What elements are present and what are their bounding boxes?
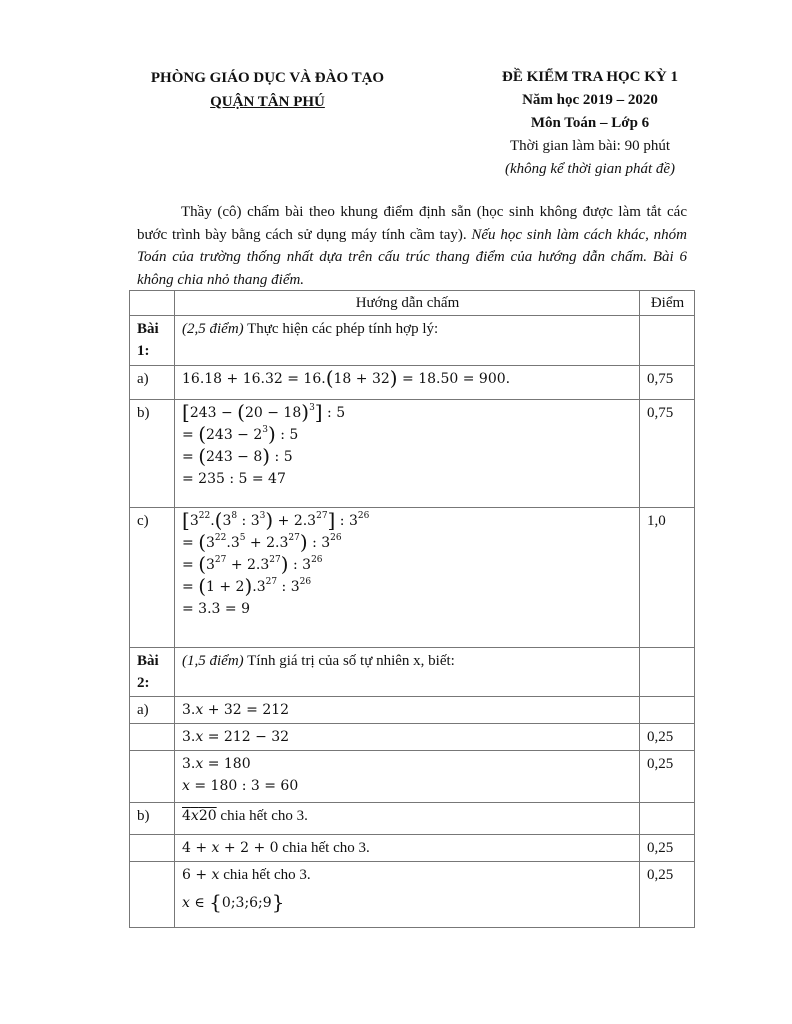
- score: 0,25: [640, 724, 695, 751]
- exam-header: [455, 66, 725, 181]
- department-header: [130, 66, 405, 114]
- header-score: Điểm: [640, 291, 695, 316]
- exam-title: ĐỀ KIỂM TRA HỌC KỲ 1: [502, 69, 678, 85]
- part-label: b): [130, 803, 175, 835]
- solution: 4x20 chia hết cho 3.: [175, 803, 640, 835]
- table-row: [130, 751, 695, 803]
- solution: [$3^{22}.(3^8$ : $3^3) + 2.3^{27}$] : $3^{26}$ = $(3^{22}.3^5 + 2.3^{27})$ : $3^{26}$ = $(3^{27} + 2.3^{27})$ : $3^{26}$ = $(1 + 2).3^{27}$ : $3^{26}$ = 3.3 = 9: [175, 508, 640, 648]
- table-row: [130, 648, 695, 697]
- score: 0,75: [640, 366, 695, 400]
- duration-note: (không kể thời gian phát đề): [504, 161, 676, 177]
- answer-key-table: [129, 290, 695, 928]
- solution: 4 + x + 2 + 0 chia hết cho 3.: [175, 835, 640, 862]
- solution: 16.18 + 16.32 = 16.(18 + 32) = 18.50 = 900.: [175, 366, 640, 400]
- table-header-row: [130, 291, 695, 316]
- solution: 3.x = 180 x = 180 : 3 = 60: [175, 751, 640, 803]
- table-row: [130, 697, 695, 724]
- part-label: b): [130, 400, 175, 508]
- table-row: [130, 400, 695, 508]
- solution: 3.x + 32 = 212: [175, 697, 640, 724]
- solution: 3.x = 212 − 32: [175, 724, 640, 751]
- instructions-italic: Nếu học sinh làm cách khác, nhóm Toán của trường thống nhất dựa trên cấu trúc thang điểm của hướng dẫn chấm. Bài 6 không chia nhỏ thang điểm.: [137, 226, 687, 288]
- problem-points: (2,5 điểm): [182, 321, 244, 337]
- problem-label: Bài 2:: [130, 648, 175, 697]
- problem-task: Thực hiện các phép tính hợp lý:: [247, 321, 439, 337]
- solution: $[243 - (20 - 18)^3]$ : 5 = $(243 - 2^3)$ : 5 = (243 − 8) : 5 = 235 : 5 = 47: [175, 400, 640, 508]
- grading-instructions: [137, 201, 687, 291]
- table-row: [130, 724, 695, 751]
- table-row: [130, 366, 695, 400]
- score: 1,0: [640, 508, 695, 648]
- score: 0,25: [640, 862, 695, 928]
- score: 0,75: [640, 400, 695, 508]
- table-row: [130, 803, 695, 835]
- problem-label: Bài 1:: [130, 316, 175, 366]
- table-row: [130, 508, 695, 648]
- duration: Thời gian làm bài: 90 phút: [510, 138, 670, 154]
- table-row: [130, 862, 695, 928]
- part-label: a): [130, 697, 175, 724]
- problem-points: (1,5 điểm): [182, 653, 244, 669]
- header-guide: Hướng dẫn chấm: [175, 291, 640, 316]
- part-label: a): [130, 366, 175, 400]
- score: 0,25: [640, 751, 695, 803]
- solution: 6 + x chia hết cho 3. x ∈ {0;3;6;9}: [175, 862, 640, 928]
- instructions-text: Thầy (cô) chấm bài theo khung điểm định sẵn (học sinh không được làm tắt các bước trình bày bằng cách sử dụng máy tính cầm tay).: [137, 204, 687, 243]
- department-name: PHÒNG GIÁO DỤC VÀ ĐÀO TẠO: [150, 70, 385, 86]
- district-name: QUẬN TÂN PHÚ: [210, 94, 325, 110]
- score: 0,25: [640, 835, 695, 862]
- problem-task: Tính giá trị của số tự nhiên x, biết:: [247, 653, 455, 669]
- school-year: Năm học 2019 – 2020: [522, 92, 658, 108]
- subject: Môn Toán – Lớp 6: [530, 115, 650, 131]
- table-row: [130, 316, 695, 366]
- part-label: c): [130, 508, 175, 648]
- table-row: [130, 835, 695, 862]
